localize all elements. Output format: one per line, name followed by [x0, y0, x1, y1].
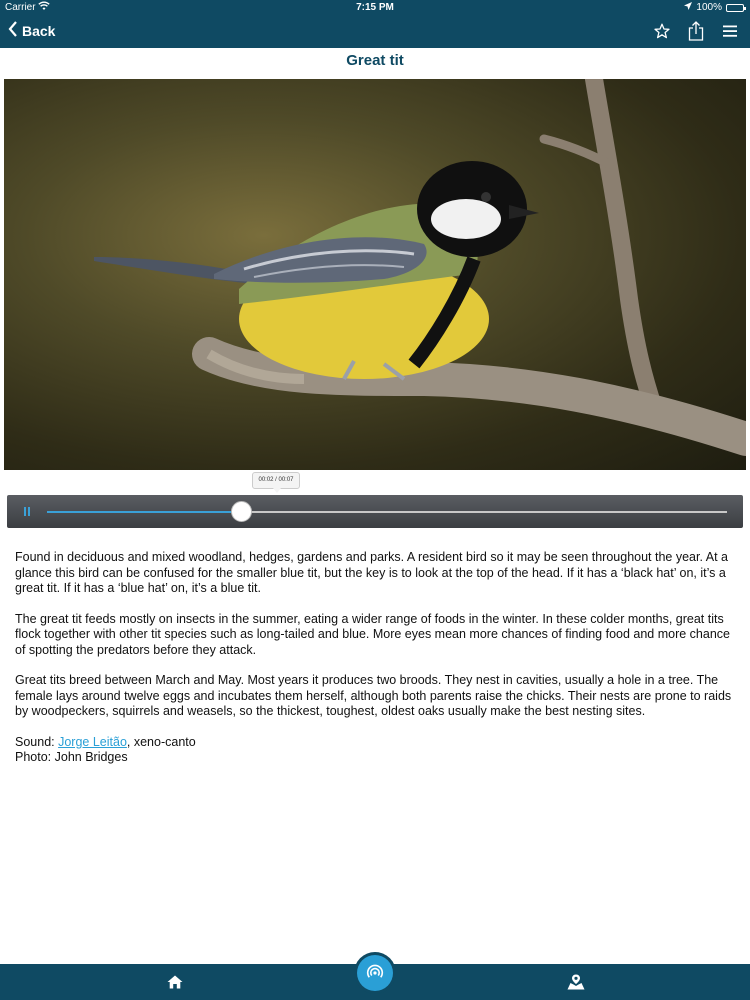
battery-percent: 100%	[696, 2, 722, 13]
credits	[15, 735, 735, 766]
audio-progress-played	[47, 511, 241, 513]
playback-time-tooltip: 00:02 / 00:07	[252, 472, 300, 489]
audio-progress-track[interactable]	[47, 511, 727, 513]
description-paragraph: Great tits breed between March and May. Most years it produces two broods. They nest in cavities, usually a hole in a tree. The female lays around twelve eggs and incubates them herself, although both parents raise the chicks. Their nests are prone to raids by woodpeckers, squirrels and weasels, so the thickest, toughest, oldest oaks usually make the best nesting sites.	[15, 673, 732, 718]
listen-button[interactable]	[354, 952, 396, 994]
nav-bar	[0, 15, 750, 48]
pause-icon[interactable]	[23, 507, 33, 517]
description-paragraph: Found in deciduous and mixed woodland, hedges, gardens and parks. A resident bird so it may be seen throughout the year. At a glance this bird can be confused for the smaller blue tit, but the key is to look at the top of the head. If it has a ‘black hat’ on, it’s a great tit. If it has a ‘blue hat’ on, it’s a blue tit.	[15, 550, 728, 595]
species-description	[15, 550, 735, 766]
menu-icon[interactable]	[722, 24, 738, 43]
listen-icon	[366, 962, 384, 985]
chevron-left-icon	[8, 21, 22, 40]
back-button[interactable]	[8, 21, 55, 40]
clock: 7:15 PM	[356, 2, 394, 13]
page-title: Great tit	[346, 52, 404, 69]
audio-player	[7, 495, 743, 528]
share-icon[interactable]	[688, 21, 704, 46]
back-label: Back	[22, 22, 56, 39]
sound-author-link[interactable]: Jorge Leitão	[58, 734, 127, 749]
bird-photo	[4, 79, 746, 470]
carrier-label: Carrier	[5, 2, 36, 13]
photo-credit: Photo: John Bridges	[15, 750, 128, 764]
battery-icon	[726, 4, 744, 12]
sound-credit	[15, 735, 735, 751]
sound-source: , xeno-canto	[126, 734, 196, 749]
map-icon[interactable]	[567, 974, 585, 995]
sound-label: Sound:	[15, 734, 59, 749]
location-arrow-icon	[684, 2, 692, 13]
description-paragraph: The great tit feeds mostly on insects in the summer, eating a wider range of foods in the winter. In these colder months, great tits flock together with other tit species such as long-tailed and blue. More eyes mean more chances of finding food and more chance of spotting the predators before they attack.	[15, 611, 730, 657]
home-icon[interactable]	[167, 975, 183, 994]
status-bar	[0, 0, 750, 15]
audio-scrubber-handle[interactable]	[231, 501, 252, 522]
star-icon[interactable]	[654, 23, 670, 44]
